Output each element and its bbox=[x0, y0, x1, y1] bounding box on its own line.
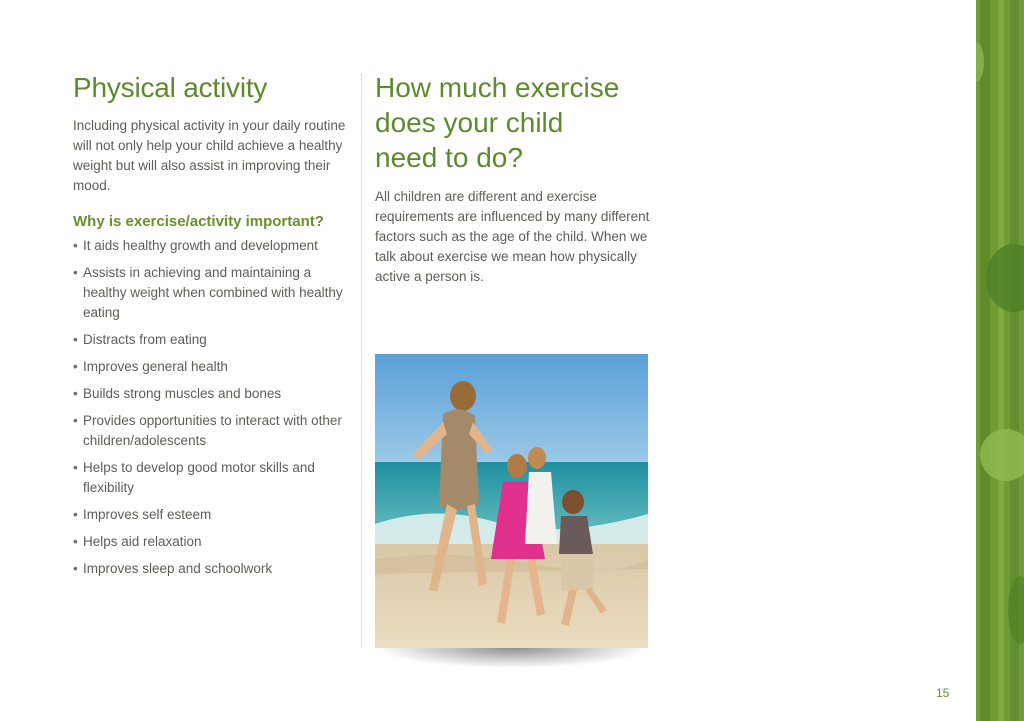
physical-activity-section bbox=[73, 70, 348, 586]
list-item: • It aids healthy growth and development bbox=[73, 236, 348, 256]
section-title: Physical activity bbox=[73, 72, 268, 103]
title-line: How much exercise bbox=[375, 72, 620, 103]
body-paragraph: All children are different and exercise requirements are influenced by many different factors such as the age of the child. When we talk about exercise we mean how physically active a person is. bbox=[375, 189, 650, 284]
title-line: does your child bbox=[375, 107, 564, 138]
list-item: • Improves self esteem bbox=[73, 505, 348, 525]
list-item: • Improves general health bbox=[73, 357, 348, 377]
column-divider bbox=[361, 74, 362, 648]
list-item: • Improves sleep and schoolwork bbox=[73, 559, 348, 579]
list-item: • Helps to develop good motor skills and flexibility bbox=[73, 458, 348, 498]
list-item: • Helps aid relaxation bbox=[73, 532, 348, 552]
bamboo-pattern-icon bbox=[976, 0, 1024, 721]
list-item: • Distracts from eating bbox=[73, 330, 348, 350]
exercise-amount-section bbox=[375, 70, 655, 287]
section-title bbox=[375, 70, 655, 175]
beach-family-photo bbox=[375, 354, 648, 648]
list-item: • Provides opportunities to interact with other children/adolescents bbox=[73, 411, 348, 451]
list-item: • Builds strong muscles and bones bbox=[73, 384, 348, 404]
page-number: 15 bbox=[936, 686, 950, 700]
title-line: need to do? bbox=[375, 142, 523, 173]
decorative-green-strip bbox=[976, 0, 1024, 721]
photo-shadow bbox=[385, 645, 640, 667]
intro-paragraph: Including physical activity in your daily routine will not only help your child achieve a healthy weight but will also assist in improving their mood. bbox=[73, 118, 346, 193]
list-item: • Assists in achieving and maintaining a healthy weight when combined with healthy eating bbox=[73, 263, 348, 323]
benefits-list bbox=[73, 236, 348, 579]
subheading: Why is exercise/activity important? bbox=[73, 213, 324, 230]
beach-photo-illustration bbox=[375, 354, 648, 648]
